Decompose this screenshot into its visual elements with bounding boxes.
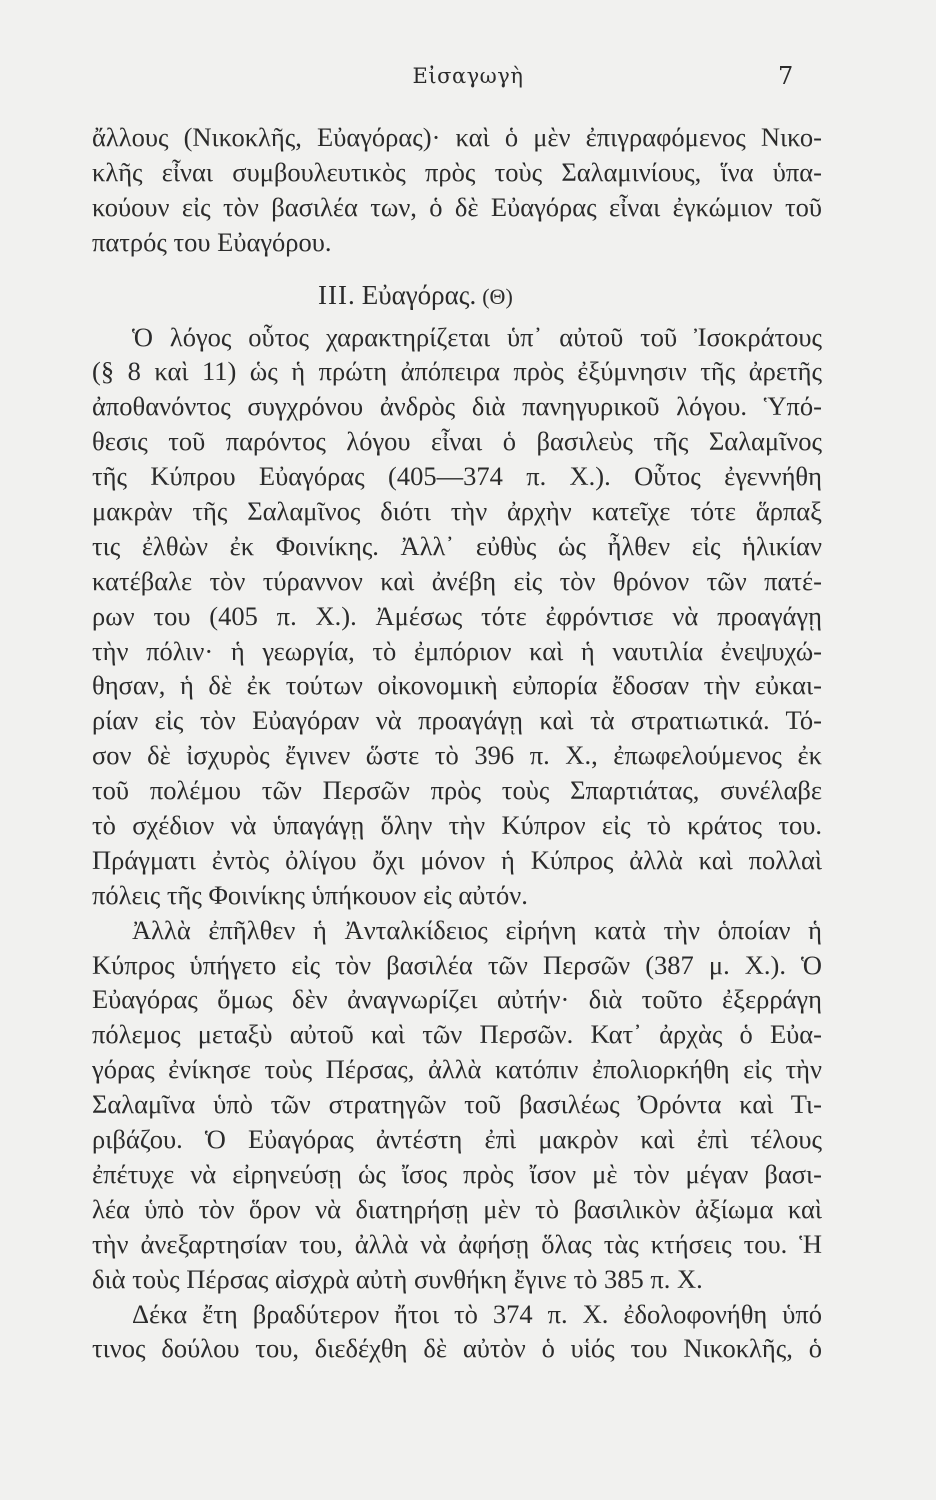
text-line: Δέκα ἔτη βραδύτερον ἤτοι τὸ 374 π. Χ. ἐδολοφονήθη ὑπό [132,1298,822,1329]
text-line: πόλεις τῆς Φοινίκης ὑπήκουον εἰς αὐτόν. [92,879,528,910]
text-line: Ἀλλὰ ἐπῆλθεν ἡ Ἀνταλκίδειος εἰρήνη κατὰ τὴν ὁποίαν ἡ [132,914,822,945]
text-line: σον δὲ ἰσχυρὸς ἔγινεν ὥστε τὸ 396 π. Χ., ἐπωφελούμενος ἐκ [92,740,822,771]
text-line: ρων του (405 π. Χ.). Ἀμέσως τότε ἐφρόντισε νὰ προαγάγῃ [92,600,822,631]
text-line: πόλεμος μεταξὺ αὐτοῦ καὶ τῶν Περσῶν. Κατ᾽ ἀρχὰς ὁ Εὐα- [92,1019,822,1050]
section-note: (Θ) [482,283,513,309]
text-line: πατρός του Εὐαγόρου. [92,226,332,257]
text-line: τοῦ πολέμου τῶν Περσῶν πρὸς τοὺς Σπαρτιάτας, συνέλαβε [92,775,822,806]
text-line: τῆς Κύπρου Εὐαγόρας (405—374 π. Χ.). Οὗτος ἐγεννήθη [92,461,822,492]
text-line: ἀποθανόντος συγχρόνου ἀνδρὸς διὰ πανηγυρικοῦ λόγου. Ὑπό- [92,391,822,422]
text-line: τις ἐλθὼν ἐκ Φοινίκης. Ἀλλ᾽ εὐθὺς ὡς ἦλθεν εἰς ἡλικίαν [92,530,822,561]
text-line: διὰ τοὺς Πέρσας αἰσχρὰ αὐτὴ συνθήκη ἔγινε τὸ 385 π. Χ. [92,1263,703,1294]
text-line: ριβάζου. Ὁ Εὐαγόρας ἀντέστη ἐπὶ μακρὸν καὶ ἐπὶ τέλους [92,1124,822,1155]
text-line: τὴν πόλιν· ἡ γεωργία, τὸ ἐμπόριον καὶ ἡ ναυτιλία ἐνεψυχώ- [92,635,822,666]
text-line: Εὐαγόρας ὅμως δὲν ἀναγνωρίζει αὐτήν· διὰ τοῦτο ἐξερράγη [92,984,822,1015]
text-line: τὸ σχέδιον νὰ ὑπαγάγῃ ὅλην τὴν Κύπρον εἰς τὸ κράτος του. [92,810,822,841]
text-line: Κύπρος ὑπήγετο εἰς τὸν βασιλέα τῶν Περσῶν (387 μ. Χ.). Ὁ [92,949,822,980]
text-line: ἄλλους (Νικοκλῆς, Εὐαγόρας)· καὶ ὁ μὲν ἐπιγραφόμενος Νικο- [92,122,822,152]
section-spacer [92,260,822,270]
text-line: θεσις τοῦ παρόντος λόγου εἶναι ὁ βασιλεὺς τῆς Σαλαμῖνος [92,426,822,457]
text-line: μακρὰν τῆς Σαλαμῖνος διότι τὴν ἀρχὴν κατεῖχε τότε ἅρπαξ [92,496,822,527]
body-text [92,120,822,1366]
section-number: III. [318,279,356,310]
text-line: κατέβαλε τὸν τύραννον καὶ ἀνέβη εἰς τὸν θρόνον τῶν πατέ- [92,565,822,596]
text-line: τινος δούλου του, διεδέχθη δὲ αὐτὸν ὁ υἱός του Νικοκλῆς, ὁ [92,1333,822,1364]
section-title: Εὐαγόρας. [361,279,477,310]
text-line: ρίαν εἰς τὸν Εὐαγόραν νὰ προαγάγῃ καὶ τὰ στρατιωτικά. Τό- [92,705,822,736]
text-line: γόρας ἐνίκησε τοὺς Πέρσας, ἀλλὰ κατόπιν ἐπολιορκήθη εἰς τὴν [92,1054,822,1085]
section-heading [92,270,822,320]
text-line: Σαλαμῖνα ὑπὸ τῶν στρατηγῶν τοῦ βασιλέως Ὀρόντα καὶ Τι- [92,1089,822,1120]
text-line: ἐπέτυχε νὰ εἰρηνεύσῃ ὡς ἴσος πρὸς ἴσον μὲ τὸν μέγαν βασι- [92,1158,822,1189]
text-line: Ὁ λόγος οὗτος χαρακτηρίζεται ὑπ᾽ αὐτοῦ τοῦ Ἰσοκράτους [132,321,822,352]
text-line: κούουν εἰς τὸν βασιλέα των, ὁ δὲ Εὐαγόρας εἶναι ἐγκώμιον τοῦ [92,191,822,222]
page-header [0,62,936,92]
text-line: κλῆς εἶναι συμβουλευτικὸς πρὸς τοὺς Σαλαμινίους, ἵνα ὑπα- [92,156,822,187]
text-line: τὴν ἀνεξαρτησίαν του, ἀλλὰ νὰ ἀφήσῃ ὅλας τὰς κτήσεις του. Ἡ [92,1228,822,1259]
running-head: Εἰσαγωγὴ [412,64,524,88]
text-line: λέα ὑπὸ τὸν ὅρον νὰ διατηρήσῃ μὲν τὸ βασιλικὸν ἀξίωμα καὶ [92,1193,822,1224]
text-line: θησαν, ἡ δὲ ἐκ τούτων οἰκονομικὴ εὐπορία ἔδοσαν τὴν εὐκαι- [92,670,822,701]
text-line: (§ 8 καὶ 11) ὡς ἡ πρώτη ἀπόπειρα πρὸς ἐξύμνησιν τῆς ἀρετῆς [92,356,822,387]
page-number: 7 [778,62,794,90]
text-line: Πράγματι ἐντὸς ὀλίγου ὄχι μόνον ἡ Κύπρος ἀλλὰ καὶ πολλαὶ [92,844,822,875]
